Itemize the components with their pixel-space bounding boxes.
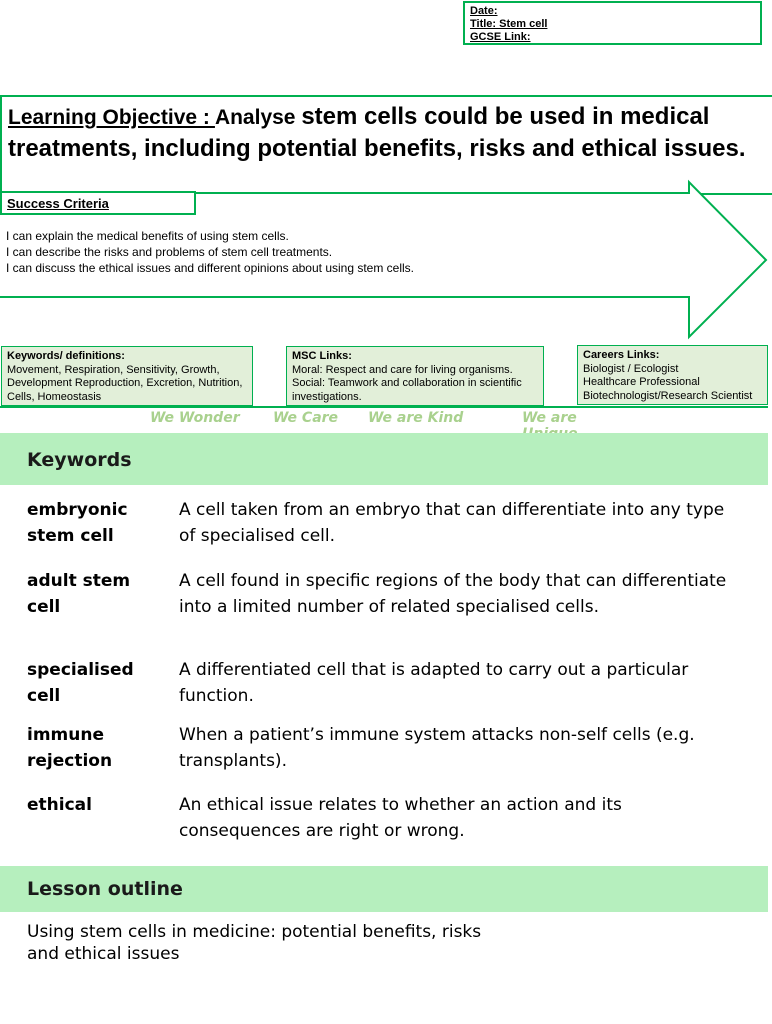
- keyword-row: [27, 497, 747, 549]
- lesson-outline-header: [0, 866, 768, 912]
- value-we-are-kind: We are Kind: [368, 410, 464, 426]
- keywords-section-header: [0, 433, 768, 485]
- keywords-definitions-box: [1, 346, 253, 406]
- keyword-definition: A differentiated cell that is adapted to carry out a particular function.: [179, 660, 689, 706]
- learning-objective-label: Learning Objective :: [8, 106, 215, 129]
- success-criteria-list: [6, 228, 646, 276]
- keyword-row: [27, 722, 747, 774]
- learning-objective-verb: Analyse: [214, 106, 302, 129]
- keyword-definition: A cell taken from an embryo that can differentiate into any type of specialised cell.: [179, 500, 725, 546]
- lesson-outline-text: Using stem cells in medicine: potential benefits, risks and ethical issues: [27, 922, 482, 964]
- lesson-header-box: [463, 1, 762, 45]
- msc-links-heading: MSC Links:: [292, 350, 352, 362]
- keywords-definitions-text: Movement, Respiration, Sensitivity, Growth, Development Reproduction, Excretion, Nutrition, Cells, Homeostasis: [7, 363, 243, 403]
- gcse-link-label: GCSE Link:: [470, 31, 531, 43]
- keyword-term: specialised cell: [27, 660, 134, 706]
- value-we-are-unique: We are: [522, 410, 577, 426]
- school-values: [0, 408, 768, 430]
- msc-social-text: Social: Teamwork and collaboration in scientific investigations.: [292, 377, 522, 403]
- keywords-definitions-heading: Keywords/ definitions:: [7, 350, 125, 362]
- keyword-term: ethical: [27, 795, 92, 815]
- keyword-definition: An ethical issue relates to whether an action and its consequences are right or wrong.: [179, 795, 622, 841]
- keyword-definition: A cell found in specific regions of the body that can differentiate into a limited number of related specialised cells.: [179, 571, 727, 617]
- career-item: Healthcare Professional: [583, 376, 700, 388]
- msc-links-box: [286, 346, 544, 406]
- title-label: Title: Stem cell: [470, 18, 548, 30]
- careers-links-box: [577, 345, 768, 405]
- keywords-section-title: Keywords: [27, 449, 132, 471]
- lesson-outline-title: Lesson outline: [27, 878, 183, 900]
- keyword-term: adult stem cell: [27, 571, 131, 617]
- success-criterion: I can discuss the ethical issues and different opinions about using stem cells.: [6, 261, 415, 275]
- keyword-row: [27, 657, 747, 709]
- success-criterion: I can explain the medical benefits of using stem cells.: [6, 229, 289, 243]
- career-item: Biotechnologist/Research Scientist: [583, 389, 753, 402]
- careers-links-heading: Careers Links:: [583, 349, 660, 361]
- keyword-term: immune rejection: [27, 725, 113, 771]
- success-criteria-label-box: [0, 191, 196, 215]
- learning-objective-text: stem cells could be used in medical treatments, including potential benefits, risks and ethical issues.: [8, 103, 746, 162]
- date-label: Date:: [470, 5, 498, 17]
- keyword-row: [27, 568, 747, 646]
- keyword-row: [27, 792, 747, 844]
- keyword-definition: When a patient’s immune system attacks non-self cells (e.g. transplants).: [179, 725, 695, 771]
- value-we-care: We Care: [273, 410, 339, 426]
- keyword-term: embryonic stem cell: [27, 500, 128, 546]
- success-criteria-label: Success Criteria: [7, 196, 109, 211]
- career-item: Biologist / Ecologist: [583, 362, 679, 375]
- value-we-wonder: We Wonder: [150, 410, 240, 426]
- msc-moral-text: Moral: Respect and care for living organisms.: [292, 363, 513, 376]
- success-criterion: I can describe the risks and problems of stem cell treatments.: [6, 245, 333, 259]
